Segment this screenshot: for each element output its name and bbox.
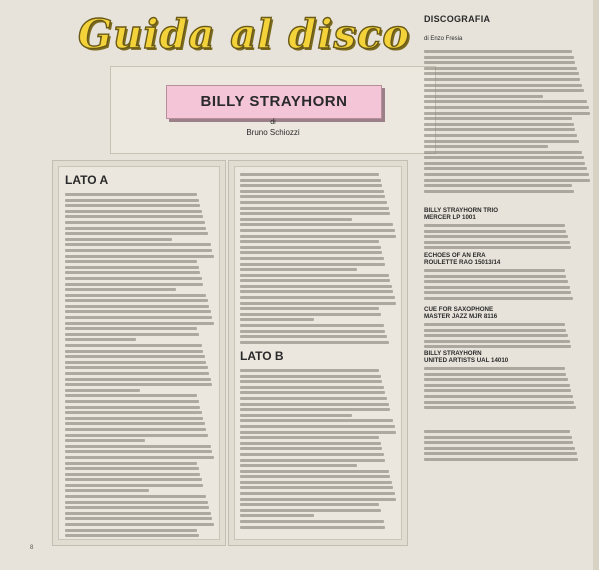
text-line: [424, 67, 577, 70]
text-line: [240, 190, 384, 193]
discography-column: [424, 0, 599, 570]
text-line: [240, 285, 392, 288]
text-line: [424, 106, 589, 109]
text-line: [424, 78, 580, 81]
text-line: [65, 316, 212, 319]
text-line: [240, 481, 392, 484]
text-line: [424, 367, 565, 370]
text-line: [65, 355, 205, 358]
text-line: [424, 291, 571, 294]
text-line: [240, 391, 385, 394]
text-line: [424, 72, 579, 75]
text-line: [240, 251, 382, 254]
text-line: [240, 520, 384, 523]
text-line: [240, 475, 390, 478]
text-line: [65, 310, 211, 313]
by-word: di: [270, 119, 276, 126]
text-line: [424, 395, 573, 398]
text-line: [424, 224, 565, 227]
text-line: [424, 323, 565, 326]
text-line: [424, 241, 570, 244]
text-line: [240, 235, 396, 238]
text-line: [240, 380, 382, 383]
text-line: [65, 277, 202, 280]
text-line: [65, 215, 203, 218]
text-line: [240, 201, 387, 204]
text-line: [424, 151, 582, 154]
text-line: [424, 173, 589, 176]
text-line: [240, 419, 393, 422]
text-line: [240, 223, 393, 226]
discography-title: DISCOGRAFIA: [424, 14, 491, 24]
album-title: BILLY STRAYHORN UNITED ARTISTS UAL 14010: [424, 350, 509, 365]
text-line: [240, 369, 379, 372]
text-line: [65, 506, 209, 509]
text-line: [240, 341, 389, 344]
text-line: [65, 517, 212, 520]
text-line: [65, 478, 202, 481]
text-line: [424, 246, 571, 249]
text-line: [240, 514, 314, 517]
text-line: [65, 428, 206, 431]
text-line: [240, 447, 382, 450]
text-line: [65, 338, 136, 341]
album-entry: [424, 207, 594, 222]
column-lato-b: [228, 160, 408, 546]
text-line: [65, 489, 149, 492]
text-line: [65, 523, 214, 526]
text-line: [240, 184, 382, 187]
text-line: [65, 406, 200, 409]
text-line: [65, 484, 203, 487]
lato-a-continued-text-block: [240, 173, 398, 346]
text-line: [424, 128, 575, 131]
text-line: [424, 401, 574, 404]
text-line: [240, 240, 379, 243]
text-line: [424, 112, 590, 115]
text-line: [240, 498, 396, 501]
text-line: [240, 246, 381, 249]
text-line: [240, 268, 357, 271]
text-line: [65, 210, 202, 213]
text-line: [424, 275, 566, 278]
text-line: [240, 526, 385, 529]
text-line: [65, 333, 199, 336]
text-line: [240, 307, 379, 310]
text-line: [240, 257, 384, 260]
text-line: [240, 386, 384, 389]
text-line: [424, 123, 574, 126]
text-line: [424, 230, 566, 233]
text-line: [424, 156, 584, 159]
text-line: [424, 384, 570, 387]
text-line: [240, 486, 393, 489]
text-line: [240, 509, 381, 512]
text-line: [240, 397, 387, 400]
text-line: [65, 271, 200, 274]
text-line: [424, 441, 573, 444]
text-line: [424, 167, 587, 170]
text-line: [65, 266, 199, 269]
album-title: CUE FOR SAXOPHONE MASTER JAZZ MJR 8116: [424, 306, 498, 321]
text-line: [65, 417, 203, 420]
text-line: [65, 232, 208, 235]
text-line: [424, 134, 577, 137]
text-line: [240, 179, 381, 182]
text-line: [240, 459, 385, 462]
lato-a-text-block: [65, 193, 215, 540]
column-lato-a: [52, 160, 226, 546]
article-author: Bruno Schiozzi: [246, 128, 300, 137]
text-line: [240, 302, 396, 305]
text-line: [424, 235, 568, 238]
text-line: [240, 324, 384, 327]
text-line: [240, 274, 389, 277]
text-line: [65, 462, 197, 465]
text-line: [424, 406, 576, 409]
text-line: [424, 378, 568, 381]
text-line: [65, 445, 211, 448]
text-line: [65, 221, 205, 224]
text-line: [65, 439, 145, 442]
text-line: [424, 269, 565, 272]
album-notes: [424, 367, 584, 412]
text-line: [240, 408, 390, 411]
text-line: [240, 313, 381, 316]
text-line: [65, 422, 205, 425]
text-line: [240, 330, 385, 333]
text-line: [65, 294, 206, 297]
text-line: [65, 305, 209, 308]
text-line: [65, 327, 197, 330]
text-line: [240, 173, 379, 176]
text-line: [424, 190, 574, 193]
text-line: [65, 283, 203, 286]
text-line: [424, 140, 579, 143]
text-line: [240, 414, 352, 417]
text-line: [65, 389, 140, 392]
text-line: [240, 425, 395, 428]
text-line: [240, 453, 384, 456]
page-title: Guida al disco: [78, 11, 411, 58]
page-number: 8: [30, 545, 34, 551]
text-line: [424, 50, 572, 53]
text-line: [424, 430, 570, 433]
text-line: [240, 263, 385, 266]
text-line: [240, 375, 381, 378]
text-line: [424, 286, 570, 289]
text-line: [240, 290, 393, 293]
text-line: [424, 452, 577, 455]
text-line: [65, 534, 199, 537]
text-line: [424, 56, 574, 59]
text-line: [240, 279, 390, 282]
album-title: BILLY STRAYHORN TRIO MERCER LP 1001: [424, 207, 499, 222]
text-line: [65, 383, 212, 386]
album-title: ECHOES OF AN ERA ROULETTE RAO 15013/14: [424, 252, 501, 267]
text-line: [424, 373, 566, 376]
text-line: [424, 334, 568, 337]
text-line: [424, 329, 566, 332]
text-line: [240, 464, 357, 467]
text-line: [240, 207, 389, 210]
text-line: [65, 450, 212, 453]
text-line: [65, 344, 202, 347]
text-line: [65, 193, 197, 196]
text-line: [65, 260, 197, 263]
album-notes: [424, 323, 584, 351]
text-line: [424, 389, 571, 392]
text-line: [65, 372, 209, 375]
title-panel: [110, 66, 436, 154]
text-line: [65, 227, 206, 230]
text-line: [65, 255, 214, 258]
text-line: [424, 95, 543, 98]
text-line: [65, 322, 214, 325]
text-line: [65, 529, 197, 532]
album-notes: [424, 269, 584, 303]
text-line: [240, 503, 379, 506]
text-line: [240, 442, 381, 445]
text-line: [65, 204, 200, 207]
text-line: [240, 470, 389, 473]
text-line: [65, 249, 212, 252]
text-line: [240, 431, 396, 434]
text-line: [424, 458, 578, 461]
discography-author: di Enzo Fresia: [424, 36, 463, 42]
text-line: [65, 501, 208, 504]
text-line: [65, 199, 199, 202]
album-notes: [424, 224, 584, 252]
text-line: [424, 145, 548, 148]
text-line: [424, 184, 572, 187]
text-line: [424, 179, 590, 182]
section-heading-lato-b: LATO B: [240, 349, 284, 363]
text-line: [65, 238, 172, 241]
text-line: [65, 400, 199, 403]
text-line: [65, 350, 203, 353]
text-line: [424, 100, 587, 103]
text-line: [240, 436, 379, 439]
text-line: [65, 456, 214, 459]
text-line: [65, 473, 200, 476]
page-edge: [593, 0, 599, 570]
album-entry: [424, 252, 594, 267]
text-line: [240, 403, 389, 406]
discography-intro-text: [424, 50, 592, 195]
text-line: [240, 218, 352, 221]
text-line: [424, 297, 573, 300]
text-line: [65, 243, 211, 246]
text-line: [65, 361, 206, 364]
text-line: [424, 345, 571, 348]
album-entry: [424, 306, 594, 321]
text-line: [424, 162, 585, 165]
section-heading-lato-a: LATO A: [65, 173, 109, 187]
text-line: [424, 436, 572, 439]
artist-name: BILLY STRAYHORN: [166, 85, 382, 119]
text-line: [65, 495, 206, 498]
text-line: [65, 467, 199, 470]
text-line: [424, 61, 575, 64]
discography-closing-text: [424, 430, 590, 464]
text-line: [240, 296, 395, 299]
text-line: [240, 318, 314, 321]
text-line: [240, 335, 387, 338]
text-line: [424, 84, 582, 87]
text-line: [65, 434, 208, 437]
text-line: [424, 340, 570, 343]
text-line: [424, 447, 575, 450]
text-line: [65, 411, 202, 414]
text-line: [65, 394, 197, 397]
text-line: [65, 288, 176, 291]
text-line: [424, 89, 584, 92]
text-line: [240, 195, 385, 198]
album-entry: [424, 350, 594, 365]
text-line: [65, 299, 208, 302]
text-line: [65, 512, 211, 515]
text-line: [424, 117, 572, 120]
text-line: [424, 280, 568, 283]
text-line: [240, 492, 395, 495]
text-line: [240, 212, 390, 215]
text-line: [65, 366, 208, 369]
text-line: [65, 378, 211, 381]
lato-b-text-block: [240, 369, 398, 531]
text-line: [240, 229, 395, 232]
